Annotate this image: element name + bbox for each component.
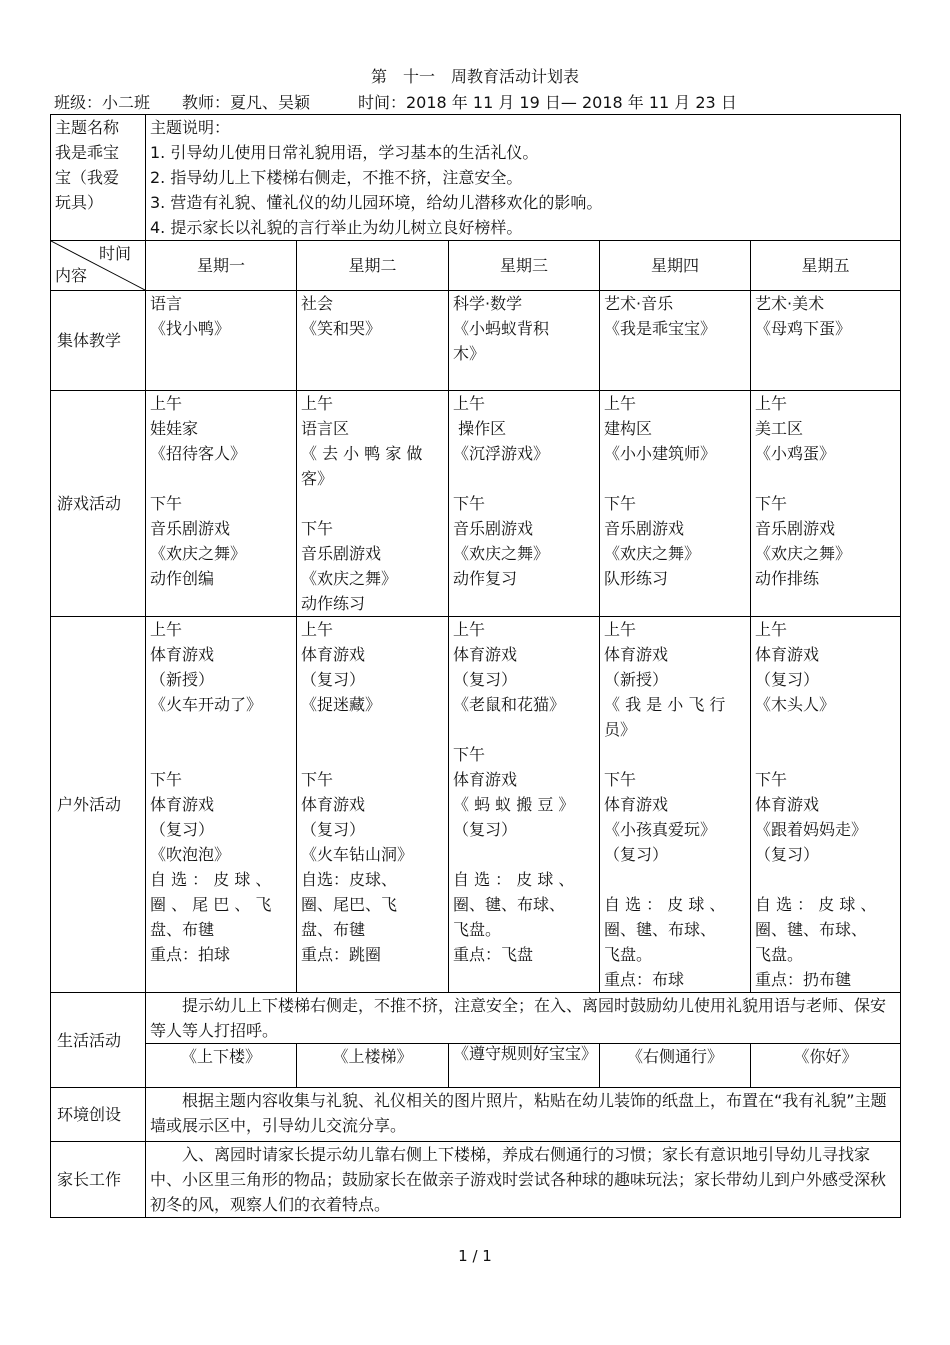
cell-line: 下午 xyxy=(604,494,637,513)
theme-desc-line: 2. 指导幼儿上下楼梯右侧走，不推不挤，注意安全。 xyxy=(150,168,523,187)
outdoor-row xyxy=(51,617,901,993)
theme-desc-line: 3. 营造有礼貌、懂礼仪的幼儿园环境，给幼儿潜移欢化的影响。 xyxy=(150,193,603,212)
cell-line: 艺术·美术 xyxy=(755,294,825,313)
cell-line: 体育游戏 xyxy=(604,795,669,814)
cell-line: 圈、毽、布球、 xyxy=(604,920,717,939)
collective-row xyxy=(51,291,901,391)
days-header-row xyxy=(51,241,901,291)
cell-line xyxy=(453,466,595,491)
cell-line: 体育游戏 xyxy=(150,795,215,814)
cell-line: 上午 xyxy=(453,620,486,639)
content-label: 内容 xyxy=(55,266,88,285)
day-monday: 星期一 xyxy=(146,241,297,291)
cell-line: 上午 xyxy=(604,620,637,639)
cell-line: 自 选 ： 皮 球 、 xyxy=(150,870,272,889)
daily-life-item: 《上楼梯》 xyxy=(297,1044,449,1088)
cell-line: 语言区 xyxy=(301,419,350,438)
cell-line: 《捉迷藏》 xyxy=(301,695,382,714)
cell-line: 美工区 xyxy=(755,419,804,438)
cell-line: （复习） xyxy=(150,820,215,839)
cell-line xyxy=(301,742,444,767)
cell-line: 动作复习 xyxy=(453,569,518,588)
cell-line: 动作练习 xyxy=(301,594,366,613)
cell-line: （新授） xyxy=(150,670,215,689)
cell-line: 自 选 ： 皮 球 、 xyxy=(453,870,575,889)
daily-life-item: 《遵守规则好宝宝》 xyxy=(449,1044,600,1088)
cell-line: 动作创编 xyxy=(150,569,215,588)
cell-line xyxy=(604,867,746,892)
cell-line: 《欢庆之舞》 xyxy=(755,544,852,563)
cell-line: 《吹泡泡》 xyxy=(150,845,231,864)
cell-line: 语言 xyxy=(150,294,183,313)
cell-line xyxy=(755,717,896,742)
cell-line: 员》 xyxy=(604,720,637,739)
diagonal-header-cell xyxy=(51,241,146,291)
day-wednesday: 星期三 xyxy=(449,241,600,291)
cell-line: 《小小建筑师》 xyxy=(604,444,717,463)
page-title: 第 十一 周教育活动计划表 xyxy=(370,67,579,86)
cell-line: 《我是乖宝宝》 xyxy=(604,319,717,338)
cell-line: 自选：皮球、 xyxy=(301,870,398,889)
row-label: 环境创设 xyxy=(51,1088,146,1142)
environment-row xyxy=(51,1088,901,1142)
cell-line: 《欢庆之舞》 xyxy=(453,544,550,563)
cell-line: （复习） xyxy=(453,820,518,839)
cell-line: 上午 xyxy=(150,620,183,639)
theme-desc-line: 4. 提示家长以礼貌的言行举止为幼儿树立良好榜样。 xyxy=(150,218,523,237)
cell-line: 《 去 小 鸭 家 做 xyxy=(301,444,423,463)
cell-line xyxy=(150,742,292,767)
cell-line: 《欢庆之舞》 xyxy=(604,544,701,563)
daily-life-item: 《你好》 xyxy=(751,1044,901,1088)
theme-name-line: 玩具） xyxy=(55,193,104,212)
cell-line: 《木头人》 xyxy=(755,695,836,714)
cell-line: 体育游戏 xyxy=(453,645,518,664)
cell-line: 《火车开动了》 xyxy=(150,695,263,714)
cell-line: 飞盘。 xyxy=(453,920,502,939)
cell-line: 音乐剧游戏 xyxy=(453,519,534,538)
games-cell xyxy=(751,391,901,617)
cell-line: 重点：扔布毽 xyxy=(755,970,852,989)
cell-line: 下午 xyxy=(604,770,637,789)
cell-line: 社会 xyxy=(301,294,334,313)
cell-line: 《小蚂蚁背积 xyxy=(453,319,550,338)
games-cell xyxy=(600,391,751,617)
cell-line: 圈、毽、布球、 xyxy=(453,895,566,914)
cell-line: 科学·数学 xyxy=(453,294,523,313)
cell-line xyxy=(150,466,292,491)
cell-line: 《小鸡蛋》 xyxy=(755,444,836,463)
cell-line: （复习） xyxy=(453,670,518,689)
cell-line: 圈、毽、布球、 xyxy=(755,920,868,939)
cell-line xyxy=(755,466,896,491)
cell-line: 操作区 xyxy=(453,419,507,438)
cell-line: 《 蚂 蚁 搬 豆 》 xyxy=(453,795,575,814)
cell-line xyxy=(150,717,292,742)
cell-line: 《火车钻山洞》 xyxy=(301,845,414,864)
cell-line: 《欢庆之舞》 xyxy=(150,544,247,563)
cell-line: （复习） xyxy=(301,820,366,839)
daily-life-text: 提示幼儿上下楼梯右侧走，不推不挤，注意安全；在入、离园时鼓励幼儿使用礼貌用语与老师、保安等人等人打招呼。 xyxy=(146,993,901,1044)
cell-line: （复习） xyxy=(755,845,820,864)
cell-line: 盘、布毽 xyxy=(301,920,366,939)
cell-line xyxy=(301,491,444,516)
cell-line: 体育游戏 xyxy=(604,645,669,664)
daily-life-row xyxy=(51,993,901,1044)
cell-line: 体育游戏 xyxy=(755,795,820,814)
daily-life-items-row xyxy=(51,1044,901,1088)
row-label: 家长工作 xyxy=(51,1142,146,1218)
collective-cell xyxy=(449,291,600,391)
cell-line: 圈、尾巴、飞 xyxy=(301,895,398,914)
cell-line: 飞盘。 xyxy=(755,945,804,964)
cell-line: 体育游戏 xyxy=(301,795,366,814)
theme-name-line: 宝（我爱 xyxy=(55,168,120,187)
cell-line: 上午 xyxy=(604,394,637,413)
day-tuesday: 星期二 xyxy=(297,241,449,291)
collective-cell xyxy=(751,291,901,391)
cell-line: 音乐剧游戏 xyxy=(150,519,231,538)
cell-line: 娃娃家 xyxy=(150,419,199,438)
cell-line: 木》 xyxy=(453,344,486,363)
theme-description-cell xyxy=(146,115,901,241)
games-row xyxy=(51,391,901,617)
cell-line: 体育游戏 xyxy=(150,645,215,664)
cell-line: 《老鼠和花猫》 xyxy=(453,695,566,714)
cell-line: 盘、布毽 xyxy=(150,920,215,939)
cell-line: 音乐剧游戏 xyxy=(604,519,685,538)
cell-line: 《跟着妈妈走》 xyxy=(755,820,868,839)
collective-cell xyxy=(600,291,751,391)
games-cell xyxy=(297,391,449,617)
theme-name-cell xyxy=(51,115,146,241)
cell-line: 《母鸡下蛋》 xyxy=(755,319,852,338)
cell-line: 圈 、 尾 巴 、 飞 xyxy=(150,895,272,914)
cell-line: 飞盘。 xyxy=(604,945,653,964)
theme-desc-line: 主题说明： xyxy=(150,118,231,137)
cell-line: 下午 xyxy=(453,494,486,513)
daily-life-item: 《右侧通行》 xyxy=(600,1044,751,1088)
daily-life-item: 《上下楼》 xyxy=(146,1044,297,1088)
environment-text: 根据主题内容收集与礼貌、礼仪相关的图片照片，粘贴在幼儿装饰的纸盘上，布置在“我有礼貌”主题墙或展示区中，引导幼儿交流分享。 xyxy=(146,1088,901,1142)
cell-line: 重点：拍球 xyxy=(150,945,231,964)
games-cell xyxy=(146,391,297,617)
parents-text: 入、离园时请家长提示幼儿靠右侧上下楼梯，养成右侧通行的习惯；家长有意识地引导幼儿寻找家中、小区里三角形的物品；鼓励家长在做亲子游戏时尝试各种球的趣味玩法；家长带幼儿到户外感受深秋初冬的风，观察人们的衣着特点。 xyxy=(146,1142,901,1218)
cell-line: 下午 xyxy=(301,770,334,789)
day-friday: 星期五 xyxy=(751,241,901,291)
cell-line: 上午 xyxy=(301,620,334,639)
day-thursday: 星期四 xyxy=(600,241,751,291)
cell-line: 《 我 是 小 飞 行 xyxy=(604,695,726,714)
theme-desc-line: 1. 引导幼儿使用日常礼貌用语，学习基本的生活礼仪。 xyxy=(150,143,539,162)
cell-line: 下午 xyxy=(755,770,788,789)
cell-line: 体育游戏 xyxy=(755,645,820,664)
cell-line xyxy=(301,717,444,742)
cell-line: 队形练习 xyxy=(604,569,669,588)
cell-line: 音乐剧游戏 xyxy=(301,544,382,563)
theme-name-line: 我是乖宝 xyxy=(55,143,120,162)
cell-line xyxy=(453,717,595,742)
page-number: 1 / 1 xyxy=(458,1247,492,1265)
class-info: 班级：小二班 教师：夏凡、吴颖 时间：2018 年 11 月 19 日— 2018 年 11 月 23 日 xyxy=(54,93,737,112)
cell-line: 《招待客人》 xyxy=(150,444,247,463)
games-cell xyxy=(449,391,600,617)
theme-row xyxy=(51,115,901,241)
cell-line: 上午 xyxy=(301,394,334,413)
cell-line: 《找小鸭》 xyxy=(150,319,231,338)
cell-line: 音乐剧游戏 xyxy=(755,519,836,538)
outdoor-cell xyxy=(146,617,297,993)
cell-line: 自 选 ： 皮 球 、 xyxy=(604,895,726,914)
outdoor-cell xyxy=(449,617,600,993)
row-label: 户外活动 xyxy=(51,617,146,993)
cell-line: 体育游戏 xyxy=(301,645,366,664)
cell-line xyxy=(604,466,746,491)
cell-line xyxy=(755,742,896,767)
collective-cell xyxy=(146,291,297,391)
cell-line: （复习） xyxy=(301,670,366,689)
time-label: 时间 xyxy=(98,244,131,263)
cell-line xyxy=(755,867,896,892)
cell-line: 上午 xyxy=(755,620,788,639)
cell-line: 《笑和哭》 xyxy=(301,319,382,338)
plan-table xyxy=(50,114,901,1218)
cell-line: 下午 xyxy=(150,770,183,789)
cell-line: 下午 xyxy=(755,494,788,513)
cell-line: 艺术·音乐 xyxy=(604,294,674,313)
cell-line: （复习） xyxy=(755,670,820,689)
cell-line: 下午 xyxy=(453,745,486,764)
row-label: 生活活动 xyxy=(51,993,146,1088)
cell-line: 上午 xyxy=(150,394,183,413)
cell-line: 下午 xyxy=(301,519,334,538)
cell-line xyxy=(453,842,595,867)
parents-row xyxy=(51,1142,901,1218)
cell-line: 《欢庆之舞》 xyxy=(301,569,398,588)
cell-line: 自 选 ： 皮 球 、 xyxy=(755,895,877,914)
cell-line: （复习） xyxy=(604,845,669,864)
cell-line xyxy=(604,742,746,767)
cell-line: 下午 xyxy=(150,494,183,513)
row-label: 游戏活动 xyxy=(51,391,146,617)
cell-line: 建构区 xyxy=(604,419,653,438)
cell-line: 上午 xyxy=(453,394,486,413)
cell-line: 客》 xyxy=(301,469,334,488)
theme-name-line: 主题名称 xyxy=(55,118,120,137)
row-label: 集体教学 xyxy=(51,291,146,391)
outdoor-cell xyxy=(297,617,449,993)
cell-line: 动作排练 xyxy=(755,569,820,588)
outdoor-cell xyxy=(600,617,751,993)
cell-line: 《小孩真爱玩》 xyxy=(604,820,717,839)
collective-cell xyxy=(297,291,449,391)
cell-line: 体育游戏 xyxy=(453,770,518,789)
cell-line: 重点：飞盘 xyxy=(453,945,534,964)
cell-line: 重点：跳圈 xyxy=(301,945,382,964)
cell-line: 《沉浮游戏》 xyxy=(453,444,550,463)
outdoor-cell xyxy=(751,617,901,993)
cell-line: （新授） xyxy=(604,670,669,689)
cell-line: 重点：布球 xyxy=(604,970,685,989)
cell-line: 上午 xyxy=(755,394,788,413)
